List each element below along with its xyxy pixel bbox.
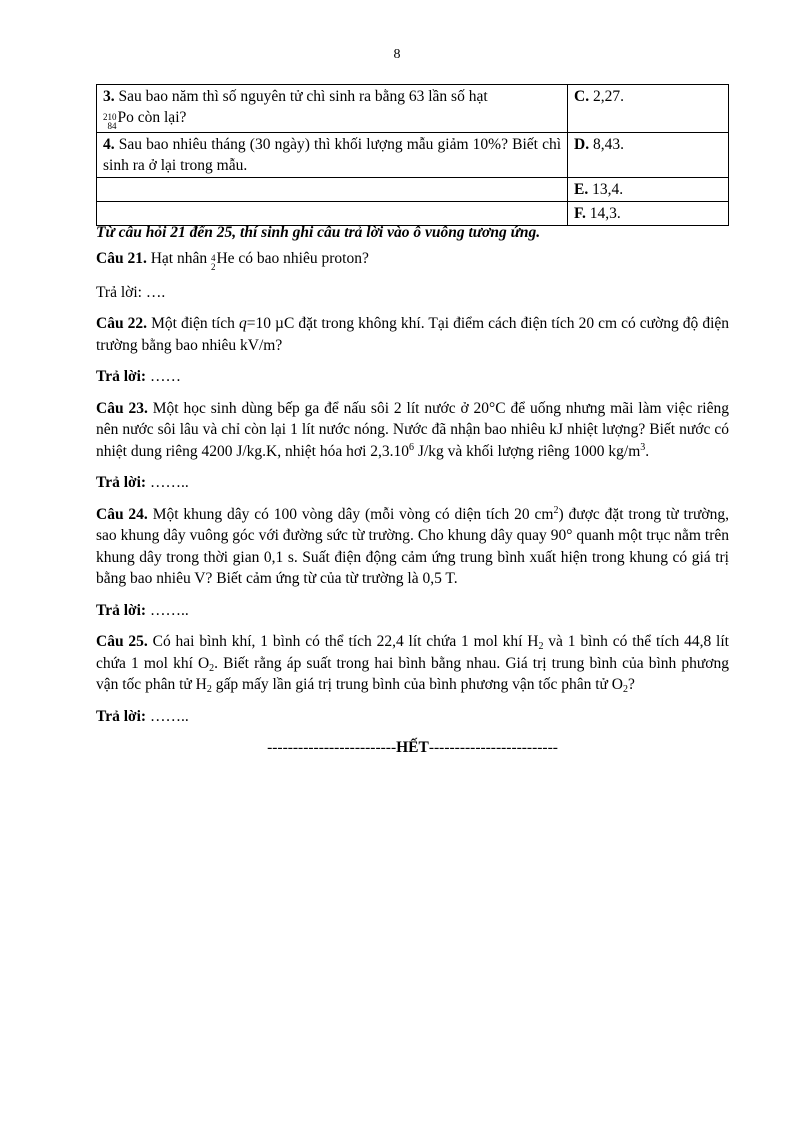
question-24 [96, 504, 729, 590]
question-text: và 1 bình có thể tích 44,8 lít chứa 1 mol khí O [96, 633, 729, 672]
answer-24 [96, 600, 729, 622]
answer-22 [96, 366, 729, 388]
question-23 [96, 398, 729, 463]
table-row [97, 133, 729, 178]
question-text: . [645, 442, 650, 460]
question-text: Có hai bình khí, 1 bình có thể tích 22,4 lít chứa 1 mol khí H [152, 633, 539, 650]
answer-label: Trả lời: [96, 707, 147, 725]
answer-label: Trả lời: [96, 368, 147, 385]
end-dashes-left: ------------------------- [267, 739, 397, 756]
question-text: ) được đặt trong từ trường, sao khung dây vuông góc với đường sức từ trường. Cho khung dây quay 90° quanh một trục nằm trên khung dây trong thời gian 0,1 s. Suất điện động cảm ứng trung bình xuất hiện trong khung có giá trị bằng bao nhiêu V? Biết cảm ứng từ của từ trường là 0,5 T. [96, 505, 729, 587]
question-cell [97, 85, 568, 133]
answer-25 [96, 706, 729, 728]
variable-q: q [239, 315, 247, 332]
subscript: 2 [538, 641, 544, 652]
answer-blank[interactable]: …….. [149, 601, 189, 619]
subscript: 2 [622, 684, 628, 695]
question-label: Câu 23. [96, 399, 148, 417]
question-22 [96, 313, 729, 356]
end-dashes-right: ------------------------- [428, 739, 558, 756]
atomic-number: 84 [107, 121, 117, 131]
question-text: J/kg và khối lượng riêng 1000 kg/m [414, 442, 641, 460]
question-text: Một điện tích [151, 315, 235, 332]
element-symbol: He [216, 249, 235, 267]
table-row [97, 85, 729, 133]
question-label: Câu 24. [96, 505, 148, 523]
question-text: gấp mấy lần giá trị trung bình của bình phương vận tốc phân tử O [211, 676, 623, 693]
question-text: có bao nhiêu proton? [238, 249, 369, 267]
question-text: Hạt nhân [150, 249, 208, 267]
item-text: Sau bao năm thì số nguyên tử chì sinh ra bằng 63 lần số hạt [118, 88, 488, 105]
question-label: Câu 22. [96, 315, 147, 332]
item-text: Sau bao nhiêu tháng (30 ngày) thì khối lượng mẫu giảm 10%? Biết chì sinh ra ở lại trong mẫu. [103, 136, 562, 174]
isotope-numbers [211, 254, 216, 272]
option-value: 13,4. [592, 181, 624, 198]
option-label: C. [574, 88, 590, 105]
question-label: Câu 25. [96, 633, 148, 650]
matching-table [96, 84, 729, 226]
option-value: 14,3. [589, 205, 621, 222]
atomic-number: 2 [210, 261, 216, 272]
table-row [97, 178, 729, 202]
answer-blank[interactable]: …. [145, 283, 166, 301]
element-symbol: Po [117, 109, 134, 126]
question-cell [97, 133, 568, 178]
question-text: đặt trong không khí. Tại điểm cách điện tích 20 cm có cường độ điện trường bằng bao nhiêu kV/m? [96, 315, 730, 354]
page-number: 8 [393, 47, 401, 62]
answer-blank[interactable]: …….. [149, 707, 189, 725]
subscript: 2 [209, 662, 215, 674]
instruction: Từ câu hỏi 21 đến 25, thí sinh ghi câu trả lời vào ô vuông tương ứng. [96, 224, 541, 241]
end-word: HẾT [396, 739, 429, 756]
question-label: Câu 21. [96, 249, 147, 267]
mass-number: 210 [103, 112, 117, 122]
question-text: Một học sinh dùng bếp ga để nấu sôi 2 lít nước ở 20°C để uống nhưng mãi làm việc riêng nên nước sôi lâu và chỉ còn lại 1 lít nước nóng. Nước đã nhận bao nhiêu kJ nhiệt lượng? Biết nước có nhiệt dung riêng 4200 J/kg.K, nhiệt hóa hơi 2,3.10 [96, 399, 729, 460]
exponent: 2 [553, 504, 559, 516]
end-marker [96, 737, 729, 759]
exponent: 6 [409, 441, 414, 453]
item-number: 3. [103, 88, 115, 105]
question-25 [96, 631, 729, 696]
option-label: D. [574, 136, 590, 153]
question-text: Một khung dây có 100 vòng dây (mỗi vòng có diện tích 20 cm [152, 505, 554, 523]
exponent: 3 [640, 441, 646, 453]
question-text: . Biết rằng áp suất trong hai bình bằng nhau. Giá trị trung bình của bình phương vận tốc phân tử H [96, 654, 730, 693]
mass-number: 4 [210, 252, 216, 263]
questions-section [96, 222, 729, 759]
question-21 [96, 248, 729, 272]
answer-label: Trả lời: [96, 283, 142, 301]
answer-21 [96, 282, 729, 304]
option-label: F. [574, 205, 586, 222]
question-cell-empty [97, 178, 568, 202]
option-cell [568, 178, 729, 202]
subscript: 2 [206, 684, 212, 695]
isotope-numbers [103, 113, 117, 131]
answer-23 [96, 472, 729, 494]
item-number: 4. [103, 136, 115, 153]
answer-blank[interactable]: …….. [149, 474, 189, 491]
option-value: 2,27. [592, 88, 624, 105]
question-text: ? [627, 676, 635, 693]
option-cell [568, 133, 729, 178]
equation: =10 µC [246, 315, 295, 332]
option-label: E. [574, 181, 589, 198]
option-cell [568, 85, 729, 133]
answer-blank[interactable]: …… [149, 368, 181, 385]
option-value: 8,43. [592, 136, 624, 153]
item-text: còn lại? [137, 109, 187, 126]
answer-label: Trả lời: [96, 601, 147, 619]
answer-label: Trả lời: [96, 474, 147, 491]
